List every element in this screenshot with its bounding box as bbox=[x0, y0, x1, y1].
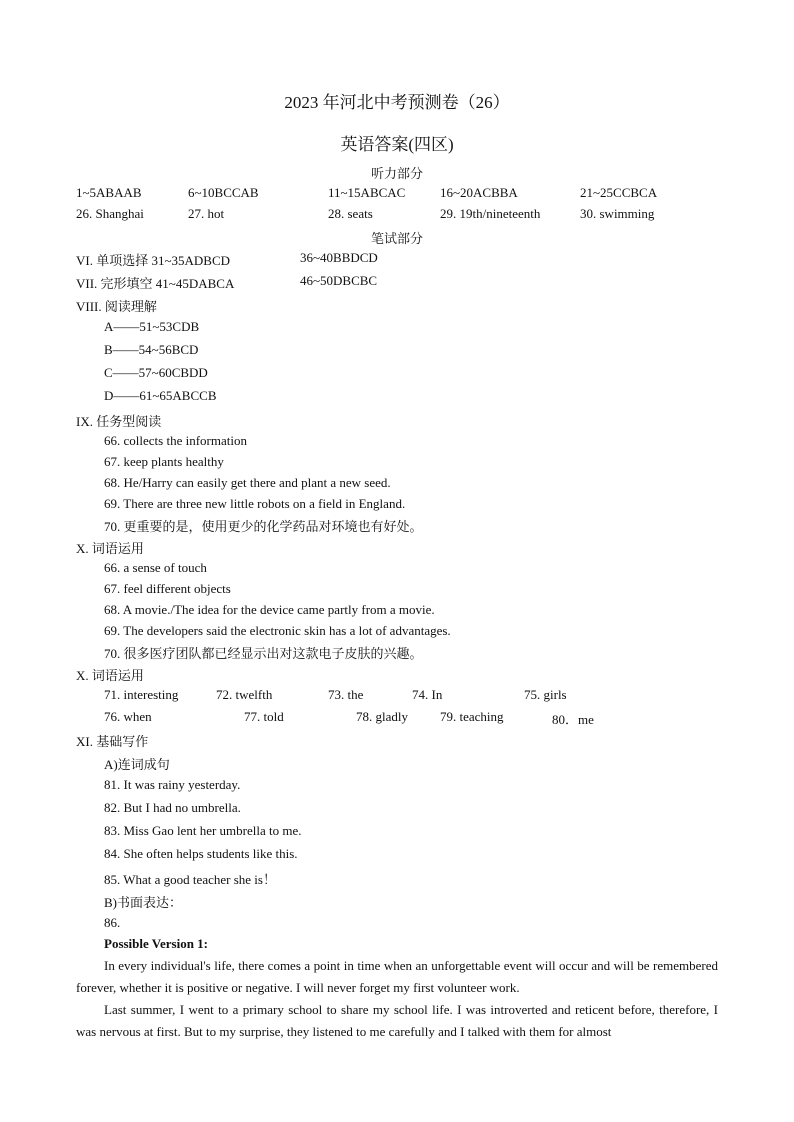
listening-answer: 16~20ACBBA bbox=[440, 185, 518, 200]
word-answer: 74. In bbox=[412, 687, 443, 702]
list-item: 83. Miss Gao lent her umbrella to me. bbox=[104, 823, 302, 838]
list-item: 67. feel different objects bbox=[104, 581, 231, 596]
list-item: 70. 更重要的是，使用更少的化学药品对环境也有好处。 bbox=[104, 519, 423, 534]
word-answer: 79. teaching bbox=[440, 709, 504, 724]
list-item: D——61~65ABCCB bbox=[104, 388, 217, 403]
list-item: 81. It was rainy yesterday. bbox=[104, 777, 241, 792]
word-answer: 72. twelfth bbox=[216, 687, 273, 702]
section-x-heading: X. 词语运用 bbox=[76, 541, 144, 556]
listening-answer: 28. seats bbox=[328, 206, 373, 221]
listening-heading: 听力部分 bbox=[370, 166, 423, 181]
list-item: 84. She often helps students like this. bbox=[104, 846, 298, 861]
word-answer: 73. the bbox=[328, 687, 364, 702]
list-item: A——51~53CDB bbox=[104, 319, 200, 334]
listening-answer: 29. 19th/nineteenth bbox=[440, 206, 541, 221]
listening-answer: 1~5ABAAB bbox=[76, 185, 142, 200]
list-item: 85. What a good teacher she is！ bbox=[104, 872, 276, 887]
list-item: 67. keep plants healthy bbox=[104, 454, 224, 469]
list-item: 69. There are three new little robots on a field in England. bbox=[104, 496, 406, 511]
list-item: 68. He/Harry can easily get there and plant a new seed. bbox=[104, 475, 391, 490]
page-title: 2023 年河北中考预测卷（26） bbox=[284, 93, 510, 112]
section-vi-label: VI. 单项选择 31~35ADBCD bbox=[76, 253, 231, 268]
list-item: 66. a sense of touch bbox=[104, 560, 207, 575]
section-ix-heading: IX. 任务型阅读 bbox=[76, 414, 162, 429]
word-answer: 77. told bbox=[244, 709, 284, 724]
section-vi-answer: 36~40BBDCD bbox=[300, 250, 378, 265]
word-answer: 71. interesting bbox=[104, 687, 179, 702]
page-subtitle: 英语答案(四区) bbox=[340, 135, 454, 154]
list-item: B——54~56BCD bbox=[104, 342, 199, 357]
word-answer: 80．me bbox=[552, 712, 594, 727]
word-answer: 78. gladly bbox=[356, 709, 408, 724]
list-item: 66. collects the information bbox=[104, 433, 247, 448]
listening-answer: 27. hot bbox=[188, 206, 225, 221]
list-item: 70. 很多医疗团队都已经显示出对这款电子皮肤的兴趣。 bbox=[104, 646, 423, 661]
list-item: C——57~60CBDD bbox=[104, 365, 208, 380]
section-vii-label: VII. 完形填空 41~45DABCA bbox=[76, 276, 235, 291]
listening-answer: 11~15ABCAC bbox=[328, 185, 406, 200]
written-heading: 笔试部分 bbox=[370, 231, 423, 246]
essay-paragraph: In every individual's life, there comes a point in time when an unforgettable event will occur and will be remembered forever, whether it is positive or negative. I will never forget my first volunteer work. bbox=[76, 958, 718, 995]
essay-paragraph: Last summer, I went to a primary school to share my school life. I was introverted and reticent before, therefore, I was nervous at first. But to my surprise, they listened to me carefully and I talked with them for almost bbox=[76, 1002, 718, 1039]
list-item: 68. A movie./The idea for the device came partly from a movie. bbox=[104, 602, 435, 617]
section-x-heading: X. 词语运用 bbox=[76, 668, 144, 683]
listening-answer: 26. Shanghai bbox=[76, 206, 144, 221]
section-vii-answer: 46~50DBCBC bbox=[300, 273, 378, 288]
section-xi-heading: XI. 基础写作 bbox=[76, 734, 149, 749]
section-viii-heading: VIII. 阅读理解 bbox=[76, 299, 157, 314]
list-item: 82. But I had no umbrella. bbox=[104, 800, 241, 815]
question-number: 86. bbox=[104, 915, 121, 930]
version-title: Possible Version 1: bbox=[104, 936, 209, 951]
part-a-label: A)连词成句 bbox=[104, 757, 170, 772]
listening-answer: 21~25CCBCA bbox=[580, 185, 658, 200]
listening-answer: 6~10BCCAB bbox=[188, 185, 259, 200]
part-b-label: B)书面表达： bbox=[104, 895, 183, 910]
word-answer: 75. girls bbox=[524, 687, 567, 702]
listening-answer: 30. swimming bbox=[580, 206, 655, 221]
word-answer: 76. when bbox=[104, 709, 152, 724]
list-item: 69. The developers said the electronic skin has a lot of advantages. bbox=[104, 623, 451, 638]
